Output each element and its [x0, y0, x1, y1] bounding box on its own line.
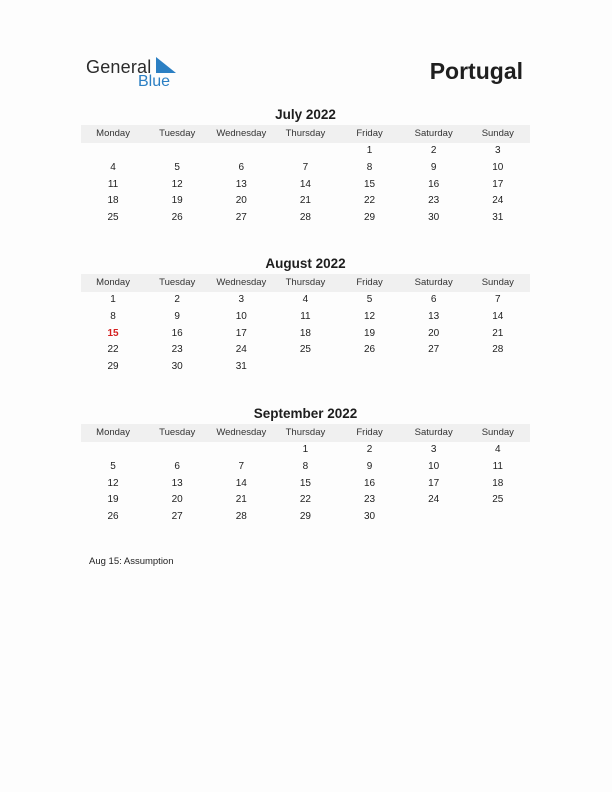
- week-row: [81, 509, 530, 526]
- week-row: [81, 359, 530, 376]
- day-cell: 17: [428, 477, 440, 489]
- weekday-header: [81, 125, 530, 143]
- day-cell: 14: [299, 178, 311, 190]
- week-row: [81, 143, 530, 160]
- week-row: [81, 160, 530, 177]
- weekday-label: Tuesday: [159, 277, 196, 288]
- day-cell: 14: [492, 310, 504, 322]
- day-cell: 5: [366, 294, 373, 305]
- day-cell: 29: [107, 361, 119, 373]
- weekday-label: Thursday: [285, 128, 326, 139]
- month-august: [81, 255, 530, 376]
- day-cell: 9: [430, 161, 437, 173]
- day-cell: 10: [492, 161, 504, 173]
- day-cell: 6: [430, 294, 437, 305]
- day-cell: 12: [107, 477, 119, 489]
- day-cell: 30: [428, 212, 440, 224]
- day-cell: 26: [364, 344, 376, 356]
- empty-day-cell: [402, 359, 466, 376]
- week-row: [81, 292, 530, 309]
- day-cell: 1: [110, 294, 116, 305]
- day-cell: 17: [235, 327, 247, 339]
- day-cell: 6: [174, 460, 180, 472]
- week-row: [81, 476, 530, 493]
- day-cell: 12: [364, 310, 376, 322]
- day-grid: [81, 143, 530, 227]
- week-row: [81, 193, 530, 210]
- day-cell: 5: [174, 161, 180, 173]
- day-cell: 18: [107, 195, 119, 207]
- day-cell: 24: [428, 494, 440, 506]
- day-cell: 22: [107, 344, 119, 356]
- weekday-label: Monday: [96, 277, 130, 288]
- day-cell: 11: [492, 460, 503, 472]
- day-cell: 25: [492, 494, 504, 506]
- day-cell: 16: [364, 477, 376, 489]
- day-cell: 4: [302, 294, 309, 305]
- empty-day-cell: [145, 442, 209, 459]
- day-cell: 19: [107, 494, 119, 506]
- weekday-label: Wednesday: [216, 277, 267, 288]
- empty-day-cell: [402, 509, 466, 526]
- day-cell: 18: [492, 477, 504, 489]
- day-cell: 16: [171, 327, 183, 339]
- day-cell: 29: [299, 511, 311, 523]
- weekday-label: Friday: [356, 427, 383, 438]
- empty-day-cell: [273, 359, 337, 376]
- empty-day-cell: [81, 143, 145, 160]
- week-row: [81, 342, 530, 359]
- day-cell: 23: [428, 195, 440, 207]
- day-cell: 25: [299, 344, 311, 356]
- day-cell: 5: [110, 460, 116, 472]
- month-july: [81, 106, 530, 227]
- week-row: [81, 442, 530, 459]
- day-cell: 27: [428, 344, 440, 356]
- day-cell: 20: [171, 494, 183, 506]
- weekday-label: Saturday: [414, 427, 453, 438]
- day-cell: 27: [171, 511, 183, 523]
- month-title: July 2022: [275, 107, 336, 122]
- day-cell: 30: [171, 361, 183, 373]
- day-cell: 19: [364, 327, 376, 339]
- weekday-label: Sunday: [481, 277, 514, 288]
- weekday-label: Friday: [356, 128, 383, 139]
- day-cell: 15: [364, 178, 376, 190]
- week-row: [81, 459, 530, 476]
- logo-text-blue: Blue: [138, 73, 171, 90]
- month-title: August 2022: [265, 256, 346, 271]
- day-cell: 31: [492, 212, 504, 224]
- day-cell: 13: [171, 477, 183, 489]
- day-cell: 6: [238, 161, 245, 173]
- country-title: Portugal: [429, 58, 523, 84]
- day-cell: 23: [364, 494, 376, 506]
- day-cell: 28: [299, 212, 311, 224]
- day-cell: 4: [110, 161, 116, 173]
- weekday-label: Saturday: [414, 277, 453, 288]
- week-row: [81, 177, 530, 194]
- weekday-label: Wednesday: [216, 427, 267, 438]
- empty-day-cell: [273, 143, 337, 160]
- weekday-header: [81, 424, 530, 442]
- day-cell: 8: [366, 161, 373, 173]
- day-cell: 10: [235, 310, 247, 322]
- day-cell: 14: [235, 477, 247, 489]
- day-cell: 27: [235, 212, 247, 224]
- day-cell: 26: [107, 511, 119, 523]
- day-cell: 16: [428, 178, 440, 190]
- day-cell: 30: [364, 511, 376, 523]
- day-cell: 9: [366, 460, 373, 472]
- empty-day-cell: [145, 143, 209, 160]
- day-cell: 13: [428, 310, 440, 322]
- day-cell: 7: [302, 161, 309, 173]
- day-cell: 2: [366, 444, 373, 455]
- weekday-label: Sunday: [481, 128, 514, 139]
- day-grid: [81, 442, 530, 526]
- holiday-day-cell: 15: [107, 327, 119, 339]
- day-cell: 7: [238, 460, 245, 472]
- day-cell: 4: [495, 444, 501, 455]
- empty-day-cell: [209, 143, 273, 160]
- empty-day-cell: [209, 442, 273, 459]
- weekday-header: [81, 274, 530, 292]
- day-cell: 24: [492, 195, 504, 207]
- day-cell: 7: [495, 294, 501, 305]
- weekday-label: Thursday: [285, 277, 326, 288]
- day-cell: 21: [235, 494, 247, 506]
- month-september: [81, 405, 530, 526]
- logo-text-general: General: [86, 57, 152, 77]
- day-cell: 9: [174, 310, 180, 322]
- day-cell: 3: [238, 294, 245, 305]
- month-title: September 2022: [253, 406, 358, 421]
- day-cell: 22: [364, 195, 376, 207]
- week-row: [81, 210, 530, 227]
- day-cell: 1: [366, 145, 373, 156]
- day-cell: 21: [492, 327, 504, 339]
- day-cell: 26: [171, 212, 183, 224]
- day-cell: 1: [302, 444, 309, 455]
- day-cell: 28: [492, 344, 504, 356]
- generalblue-logo: [86, 54, 196, 94]
- day-cell: 25: [107, 212, 119, 224]
- day-cell: 19: [171, 195, 183, 207]
- weekday-label: Wednesday: [216, 128, 267, 139]
- day-cell: 11: [300, 310, 311, 322]
- day-grid: [81, 292, 530, 376]
- weekday-label: Tuesday: [159, 427, 196, 438]
- weekday-label: Saturday: [414, 128, 453, 139]
- day-cell: 31: [235, 361, 247, 373]
- weekday-label: Sunday: [481, 427, 514, 438]
- weekday-label: Tuesday: [159, 128, 196, 139]
- day-cell: 17: [492, 178, 504, 190]
- day-cell: 2: [174, 294, 180, 305]
- day-cell: 29: [364, 212, 376, 224]
- day-cell: 24: [235, 344, 247, 356]
- day-cell: 28: [235, 511, 247, 523]
- day-cell: 15: [299, 477, 311, 489]
- day-cell: 10: [428, 460, 440, 472]
- day-cell: 18: [299, 327, 311, 339]
- week-row: [81, 326, 530, 343]
- week-row: [81, 492, 530, 509]
- day-cell: 3: [495, 145, 501, 156]
- empty-day-cell: [338, 359, 402, 376]
- day-cell: 12: [171, 178, 183, 190]
- day-cell: 20: [428, 327, 440, 339]
- weekday-label: Monday: [96, 427, 130, 438]
- empty-day-cell: [466, 359, 530, 376]
- day-cell: 2: [430, 145, 437, 156]
- day-cell: 8: [302, 460, 309, 472]
- week-row: [81, 309, 530, 326]
- day-cell: 11: [107, 178, 119, 190]
- day-cell: 23: [171, 344, 183, 356]
- day-cell: 8: [110, 310, 116, 322]
- day-cell: 20: [235, 195, 247, 207]
- weekday-label: Monday: [96, 128, 130, 139]
- empty-day-cell: [81, 442, 145, 459]
- day-cell: 13: [235, 178, 247, 190]
- weekday-label: Thursday: [285, 427, 326, 438]
- holiday-note: Aug 15: Assumption: [89, 556, 174, 567]
- empty-day-cell: [466, 509, 530, 526]
- day-cell: 21: [299, 195, 311, 207]
- day-cell: 3: [430, 444, 437, 455]
- day-cell: 22: [299, 494, 311, 506]
- logo-flag-icon: [156, 57, 176, 73]
- weekday-label: Friday: [356, 277, 383, 288]
